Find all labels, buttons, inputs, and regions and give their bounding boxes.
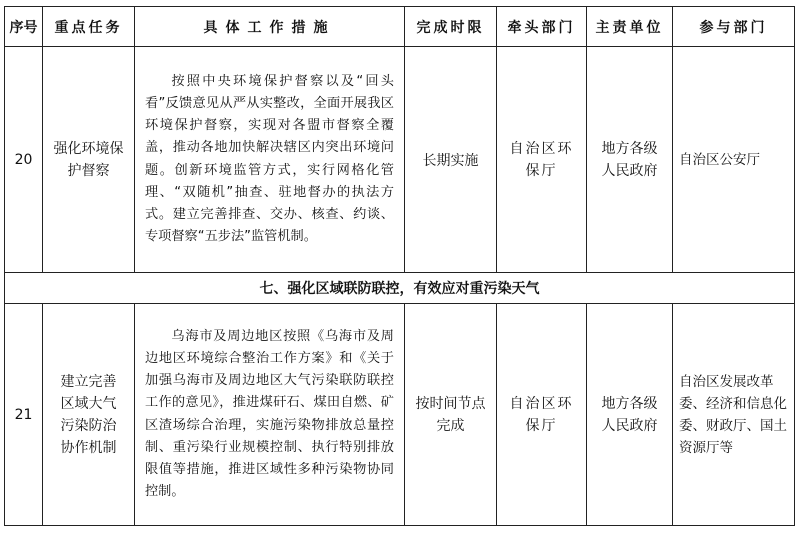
row-task-text: 建立完善区域大气污染防治协作机制 [60,373,117,456]
task-table [4,6,795,526]
row-responsible-text: 地方各级人民政府 [601,140,658,179]
row-lead-text: 自治区环保厅 [509,395,574,434]
row-task [43,304,135,526]
row-deadline: 长期实施 [405,47,497,273]
header-row [5,7,795,47]
section-title: 七、强化区域联防联控，有效应对重污染天气 [5,273,795,304]
row-responsible [587,47,673,273]
row-measure: 乌海市及周边地区按照《乌海市及周边地区环境综合整治工作方案》和《关于加强乌海市及周边地区大气污染联防联控工作的意见》，推进煤矸石、煤田自燃、矿区渣场综合治理，实施污染物排放总量控制、重污染行业规模控制、执行特别排放限值等措施，推进区域性多种污染物协同控制。 [135,304,405,526]
header-lead: 牵头部门 [497,7,587,47]
section-row [5,273,795,304]
table-row [5,304,795,526]
row-task: 强化环境保护督察 [43,47,135,273]
row-lead-text: 自治区环保厅 [509,140,574,179]
row-measure: 按照中央环境保护督察以及“回头看”反馈意见从严从实整改，全面开展我区环境保护督察，实现对各盟市督察全覆盖，推动各地加快解决辖区内突出环境问题。创新环境监管方式，实行网格化管理、“双随机”抽查、驻地督办的执法方式。建立完善排查、交办、核查、约谈、专项督察“五步法”监管机制。 [135,47,405,273]
row-responsible-text: 地方各级人民政府 [601,395,658,434]
header-participants: 参与部门 [673,7,795,47]
row-lead [497,304,587,526]
row-participants: 自治区公安厅 [673,47,795,273]
row-seq: 21 [5,304,43,526]
row-lead [497,47,587,273]
row-participants: 自治区发展改革委、经济和信息化委、财政厅、国土资源厅等 [673,304,795,526]
row-seq: 20 [5,47,43,273]
row-deadline-text: 按时间节点完成 [415,395,486,434]
row-responsible [587,304,673,526]
header-task: 重点任务 [43,7,135,47]
table-row [5,47,795,273]
row-deadline [405,304,497,526]
header-responsible: 主责单位 [587,7,673,47]
header-deadline: 完成时限 [405,7,497,47]
header-seq: 序号 [5,7,43,47]
header-measure: 具体工作措施 [135,7,405,47]
